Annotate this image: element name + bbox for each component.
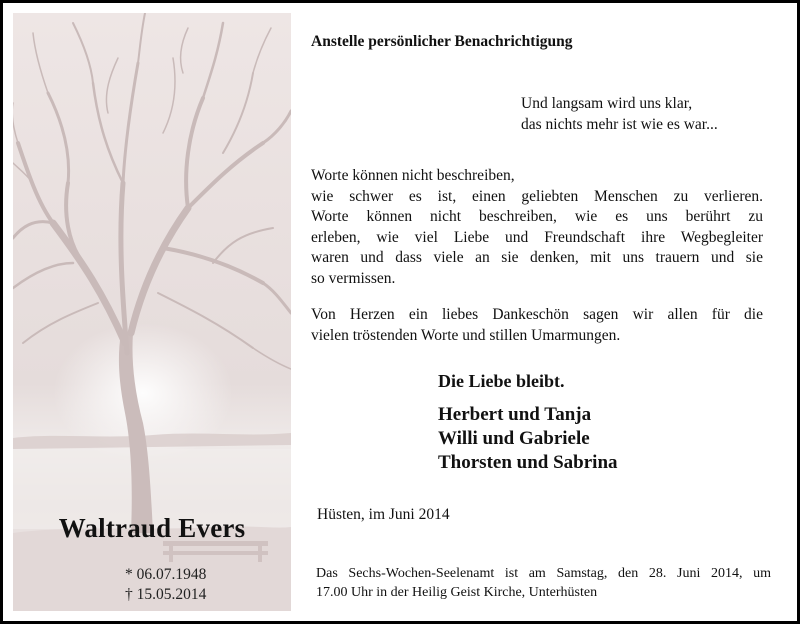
paragraph-line: so vermissen.	[311, 269, 396, 287]
footer-line: 17.00 Uhr in der Heilig Geist Kirche, Unterhüsten	[316, 585, 598, 600]
paragraph-line: Von Herzen ein liebes Dankeschön sagen wir allen für die	[311, 306, 763, 323]
paragraph-thanks	[311, 305, 763, 346]
life-dates	[125, 565, 206, 605]
footer-line: Das Sechs-Wochen-Seelenamt ist am Samstag, den 28. Juni 2014, um	[316, 566, 771, 581]
quote-line-2: das nichts mehr ist wie es war...	[521, 116, 718, 133]
paragraph-line: erleben, wie viel Liebe und Freundschaft ihre Wegbegleiter	[311, 228, 763, 246]
paragraph-line: Worte können nicht beschreiben,	[311, 167, 515, 184]
death-date: † 15.05.2014	[125, 586, 207, 603]
notice-header: Anstelle persönlicher Benachrichtigung	[311, 33, 573, 50]
paragraph-line: wie schwer es ist, einen geliebten Menschen zu verlieren.	[311, 187, 763, 205]
paragraph-line: waren und dass viele an sie denken, mit uns trauern und sie	[311, 249, 763, 266]
paragraph-line: Worte können nicht beschreiben, wie es uns berührt zu	[311, 208, 763, 225]
deceased-name: Waltraud Evers	[58, 513, 246, 543]
paragraph-line: vielen tröstenden Worte und stillen Umarmungen.	[311, 326, 621, 344]
mourner-name: Herbert und Tanja	[438, 404, 592, 425]
quote-line-1: Und langsam wird uns klar,	[521, 95, 693, 112]
mourners-list	[438, 403, 618, 475]
paragraph-words	[311, 166, 763, 289]
place-date: Hüsten, im Juni 2014	[317, 506, 450, 523]
mourner-name: Willi und Gabriele	[438, 428, 590, 449]
mourner-name: Thorsten und Sabrina	[438, 452, 618, 473]
mass-announcement	[316, 564, 771, 602]
tree-photo	[13, 13, 291, 611]
birth-date: * 06.07.1948	[125, 566, 207, 583]
closing-phrase: Die Liebe bleibt.	[438, 371, 565, 391]
quote	[521, 93, 718, 135]
